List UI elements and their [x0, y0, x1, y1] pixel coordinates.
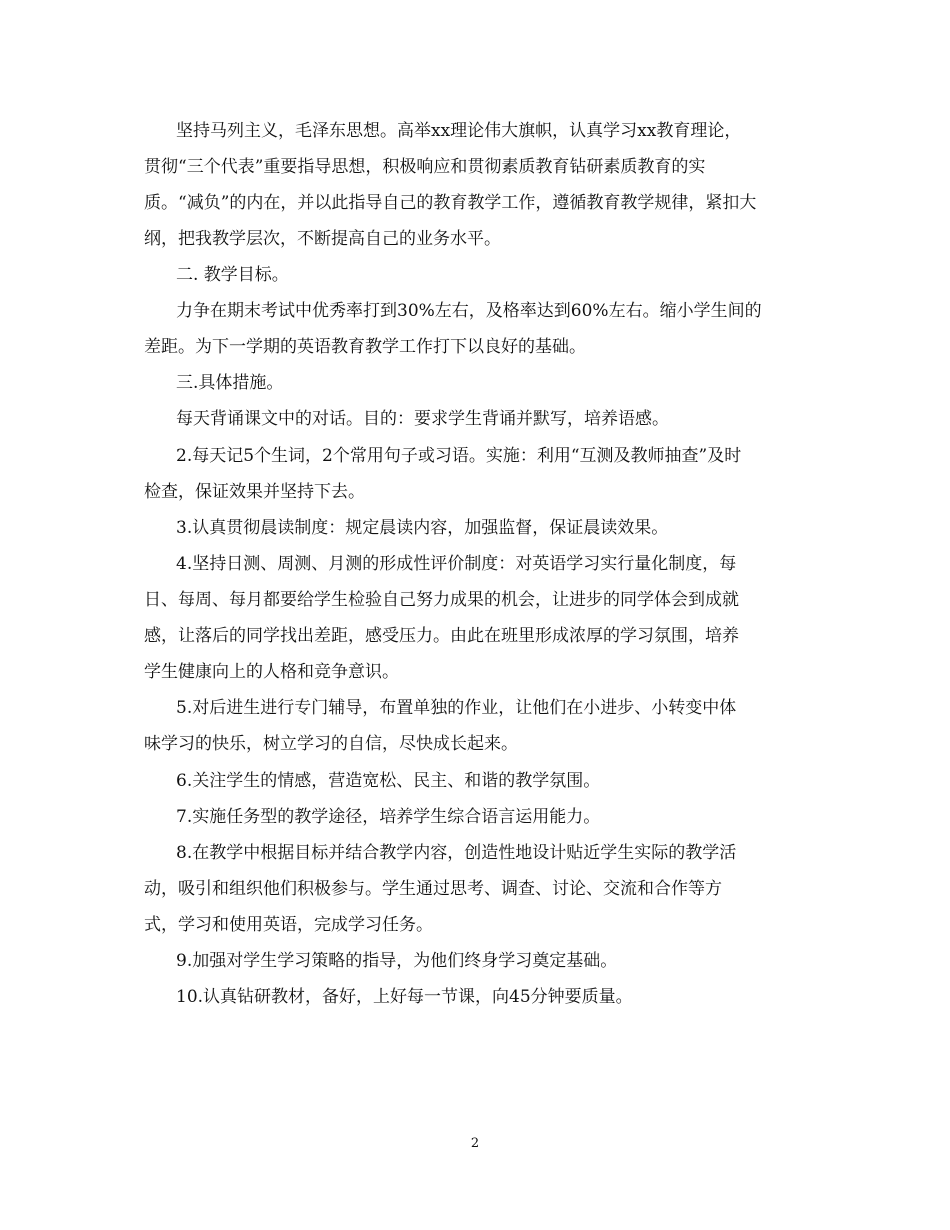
text-line: 每天背诵课文中的对话。目的：要求学生背诵并默写，培养语感。 [176, 409, 669, 429]
text-line: 检查，保证效果并坚持下去。 [144, 482, 365, 502]
page-number: 2 [470, 1136, 480, 1151]
text-line: 8.在教学中根据目标并结合教学内容，创造性地设计贴近学生实际的教学活 [176, 843, 737, 863]
text-line: 坚持马列主义，毛泽东思想。高举xx理论伟大旗帜，认真学习xx教育理论， [176, 121, 742, 141]
section-heading: 二. 教学目标。 [176, 265, 289, 285]
text-line: 贯彻“三个代表”重要指导思想，积极响应和贯彻素质教育钻研素质教育的实 [144, 157, 706, 177]
text-line: 3.认真贯彻晨读制度：规定晨读内容，加强监督，保证晨读效果。 [176, 518, 669, 538]
text-line: 差距。为下一学期的英语教育教学工作打下以良好的基础。 [144, 337, 586, 357]
text-line: 质。“减负”的内在，并以此指导自己的教育教学工作，遵循教育教学规律，紧扣大 [144, 193, 757, 213]
text-line: 力争在期末考试中优秀率打到30%左右，及格率达到60%左右。缩小学生间的 [176, 301, 762, 321]
text-line: 2.每天记5个生词，2个常用句子或习语。实施：利用“互测及教师抽查”及时 [176, 446, 742, 466]
text-line: 纲，把我教学层次，不断提高自己的业务水平。 [144, 229, 501, 249]
text-line: 式，学习和使用英语，完成学习任务。 [144, 915, 433, 935]
text-line: 10.认真钻研教材，备好，上好每一节课，向45分钟要质量。 [176, 987, 633, 1007]
text-line: 日、每周、每月都要给学生检验自己努力成果的机会，让进步的同学体会到成就 [144, 590, 739, 610]
text-line: 味学习的快乐，树立学习的自信，尽快成长起来。 [144, 734, 518, 754]
text-line: 感，让落后的同学找出差距，感受压力。由此在班里形成浓厚的学习氛围，培养 [144, 626, 739, 646]
text-line: 5.对后进生进行专门辅导，布置单独的作业，让他们在小进步、小转变中体 [176, 698, 737, 718]
text-line: 动，吸引和组织他们积极参与。学生通过思考、调查、讨论、交流和合作等方 [144, 879, 722, 899]
text-line: 学生健康向上的人格和竞争意识。 [144, 662, 399, 682]
text-line: 6.关注学生的情感，营造宽松、民主、和谐的教学氛围。 [176, 771, 601, 791]
text-line: 7.实施任务型的教学途径，培养学生综合语言运用能力。 [176, 807, 601, 827]
text-line: 4.坚持日测、周测、月测的形成性评价制度：对英语学习实行量化制度，每 [176, 554, 737, 574]
text-line: 9.加强对学生学习策略的指导，为他们终身学习奠定基础。 [176, 951, 618, 971]
section-heading: 三.具体措施。 [176, 373, 284, 393]
